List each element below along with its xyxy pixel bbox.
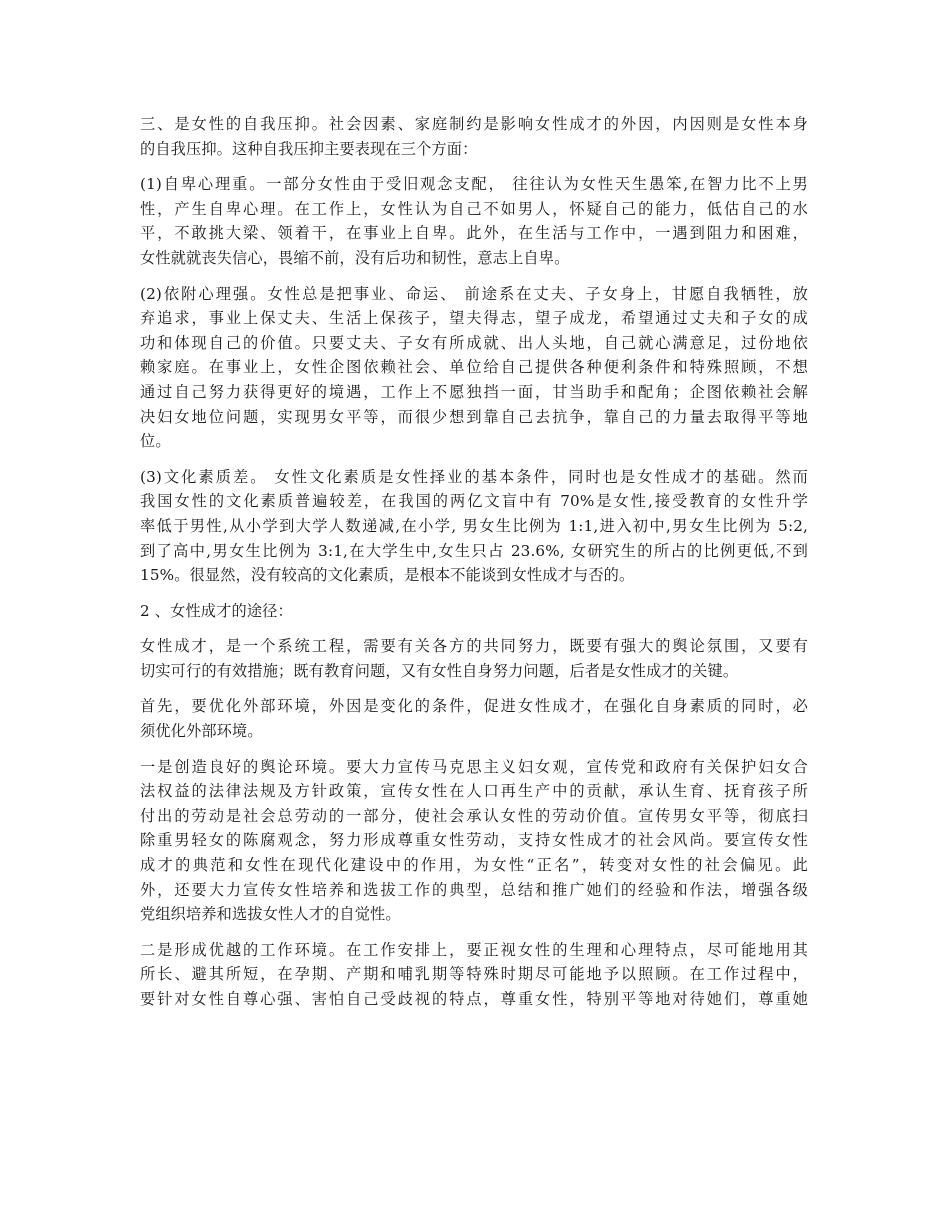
- text-line: 要针对女性自尊心强、害怕自己受歧视的特点，尊重女性，特别平等地对待她们，尊重她: [140, 990, 808, 1008]
- text-line: 所长、避其所短，在孕期、产期和哺乳期等特殊时期尽可能地予以照顾。在工作过程中，: [140, 965, 808, 984]
- text-line: 成才的典范和女性在现代化建设中的作用，为女性“正名”，转变对女性的社会偏见。此: [140, 856, 808, 875]
- text-line: (1)自卑心理重。一部分女性由于受旧观念支配， 往往认为女性天生愚笨,在智力比不上男: [140, 175, 808, 194]
- section-heading: [140, 599, 808, 624]
- text-line: 党组织培养和选拔女性人才的自觉性。: [140, 905, 401, 924]
- text-line: 的自我压抑。这种自我压抑主要表现在三个方面：: [140, 139, 478, 158]
- text-line: 性，产生自卑心理。在工作上，女性认为自己不如男人，怀疑自己的能力，低估自己的水: [140, 199, 808, 218]
- text-line: 到了高中,男女生比例为 3:1,在大学生中,女生只占 23.6%, 女研究生的所占的比例更低,不到: [140, 541, 808, 560]
- paragraph-education: [140, 465, 808, 588]
- text-line: 一是创造良好的舆论环境。要大力宣传马克思主义妇女观，宣传党和政府有关保护妇女合: [140, 757, 808, 776]
- paragraph-public-opinion: [140, 755, 808, 927]
- text-line: 女性成才，是一个系统工程，需要有关各方的共同努力，既要有强大的舆论氛围，又要有: [140, 637, 808, 656]
- text-line: 功和体现自己的价值。只要丈夫、子女有所成就、出人头地，自己就心满意足，过份地依: [140, 333, 808, 352]
- text-line: 决妇女地位问题，实现男女平等，而很少想到靠自己去抗争，靠自己的力量去取得平等地: [140, 407, 808, 426]
- text-line: 须优化外部环境。: [140, 722, 263, 741]
- paragraph-work-environment: [140, 938, 808, 1012]
- text-line: 位。: [140, 432, 171, 451]
- text-line: 弃追求，事业上保丈夫、生活上保孩子，望夫得志，望子成龙，希望通过丈夫和子女的成: [140, 309, 808, 328]
- text-line: (3)文化素质差。 女性文化素质是女性择业的基本条件，同时也是女性成才的基础。然而: [140, 467, 808, 486]
- paragraph-dependency: [140, 282, 808, 454]
- paragraph-inferiority: [140, 172, 808, 270]
- text-line: 赖家庭。在事业上，女性企图依赖社会、单位给自己提供各种便利条件和特殊照顾，不想: [140, 358, 808, 377]
- paragraph-systematic-project: [140, 634, 808, 683]
- text-line: 率低于男性,从小学到大学人数递减,在小学, 男女生比例为 1:1,进入初中,男女生比例为 5:2,: [140, 516, 808, 535]
- document-page: [140, 112, 808, 1023]
- text-line: 三、是女性的自我压抑。社会因素、家庭制约是影响女性成才的外因，内因则是女性本身: [140, 115, 808, 133]
- text-line: 我国女性的文化素质普遍较差，在我国的两亿文盲中有 70%是女性,接受教育的女性升学: [140, 492, 808, 511]
- text-line: 平，不敢挑大梁、领着干，在事业上自卑。此外，在生活与工作中，一遇到阻力和困难，: [140, 224, 808, 243]
- text-line: 付出的劳动是社会总劳动的一部分，使社会承认女性的劳动价值。宣传男女平等，彻底扫: [140, 806, 808, 825]
- paragraph-external-environment: [140, 694, 808, 743]
- text-line: 女性就就丧失信心，畏缩不前，没有后功和韧性，意志上自卑。: [140, 248, 570, 267]
- text-line: 切实可行的有效措施；既有教育问题，又有女性自身努力问题，后者是女性成才的关键。: [140, 661, 739, 680]
- text-line: 15%。很显然，没有较高的文化素质，是根本不能谈到女性成才与否的。: [140, 566, 635, 585]
- text-line: 除重男轻女的陈腐观念，努力形成尊重女性劳动，支持女性成才的社会风尚。要宣传女性: [140, 831, 808, 850]
- text-line: 二是形成优越的工作环境。在工作安排上，要正视女性的生理和心理特点，尽可能地用其: [140, 940, 808, 959]
- text-line: 法权益的法律法规及方针政策，宣传女性在人口再生产中的贡献，承认生育、抚育孩子所: [140, 782, 808, 801]
- text-line: 通过自己努力获得更好的境遇，工作上不愿独挡一面，甘当助手和配角；企图依赖社会解: [140, 382, 808, 401]
- text-line: 2 、女性成才的途径：: [140, 601, 293, 620]
- text-line: 首先，要优化外部环境，外因是变化的条件，促进女性成才，在强化自身素质的同时，必: [140, 697, 808, 716]
- text-line: (2)依附心理强。女性总是把事业、命运、 前途系在丈夫、子女身上，甘愿自我牺牲，放: [140, 284, 808, 303]
- paragraph-self-suppression-intro: [140, 112, 808, 161]
- text-line: 外，还要大力宣传女性培养和选拔工作的典型，总结和推广她们的经验和作法，增强各级: [140, 880, 808, 899]
